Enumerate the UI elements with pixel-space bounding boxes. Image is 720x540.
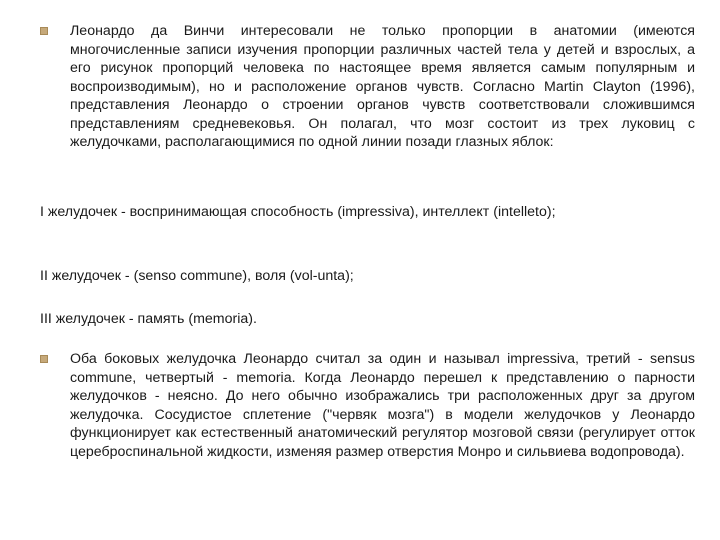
ventricle-line-1: I желудочек - воспринимающая способность (impressiva), интеллект (intelleto);	[40, 204, 556, 220]
bullet-paragraph-2	[40, 350, 695, 461]
ventricle-line-3: III желудочек - память (memoria).	[40, 311, 257, 327]
ventricle-line-2: II желудочек - (senso commune), воля (vol-unta);	[40, 268, 354, 284]
bullet-paragraph-1	[40, 22, 695, 152]
square-bullet-icon	[40, 355, 48, 363]
paragraph-text-1: Леонардо да Винчи интересовали не только пропорции в анатомии (имеются многочисленные записи изучения пропорции различных частей тела у детей и взрослых, а его рисунок пропорций человека по настоящее время является самым популярным и воспроизводимым), но и расположение органов чувств. Согласно Martin Clayton (1996), представления Леонардо о строении органов чувств соответствовали сложившимся представлениям средневековья. Он полагал, что мозг состоит из трех луковиц с желудочками, располагающимися по одной линии позади глазных яблок:	[70, 23, 695, 150]
square-bullet-icon	[40, 27, 48, 35]
paragraph-text-2: Оба боковых желудочка Леонардо считал за один и называл impressiva, третий - sensus commune, четвертый - memoria. Когда Леонардо перешел к представлению о парности желудочков - неясно. До него обычно изображались три расположенных друг за другом желудочка. Сосудистое сплетение ("червяк мозга") в модели желудочков у Леонардо функционирует как естественный анатомический регулятор мозговой связи (регулирует отток цереброспинальной жидкости, изменяя размер отверстия Монро и сильвиева водопровода).	[70, 351, 695, 460]
